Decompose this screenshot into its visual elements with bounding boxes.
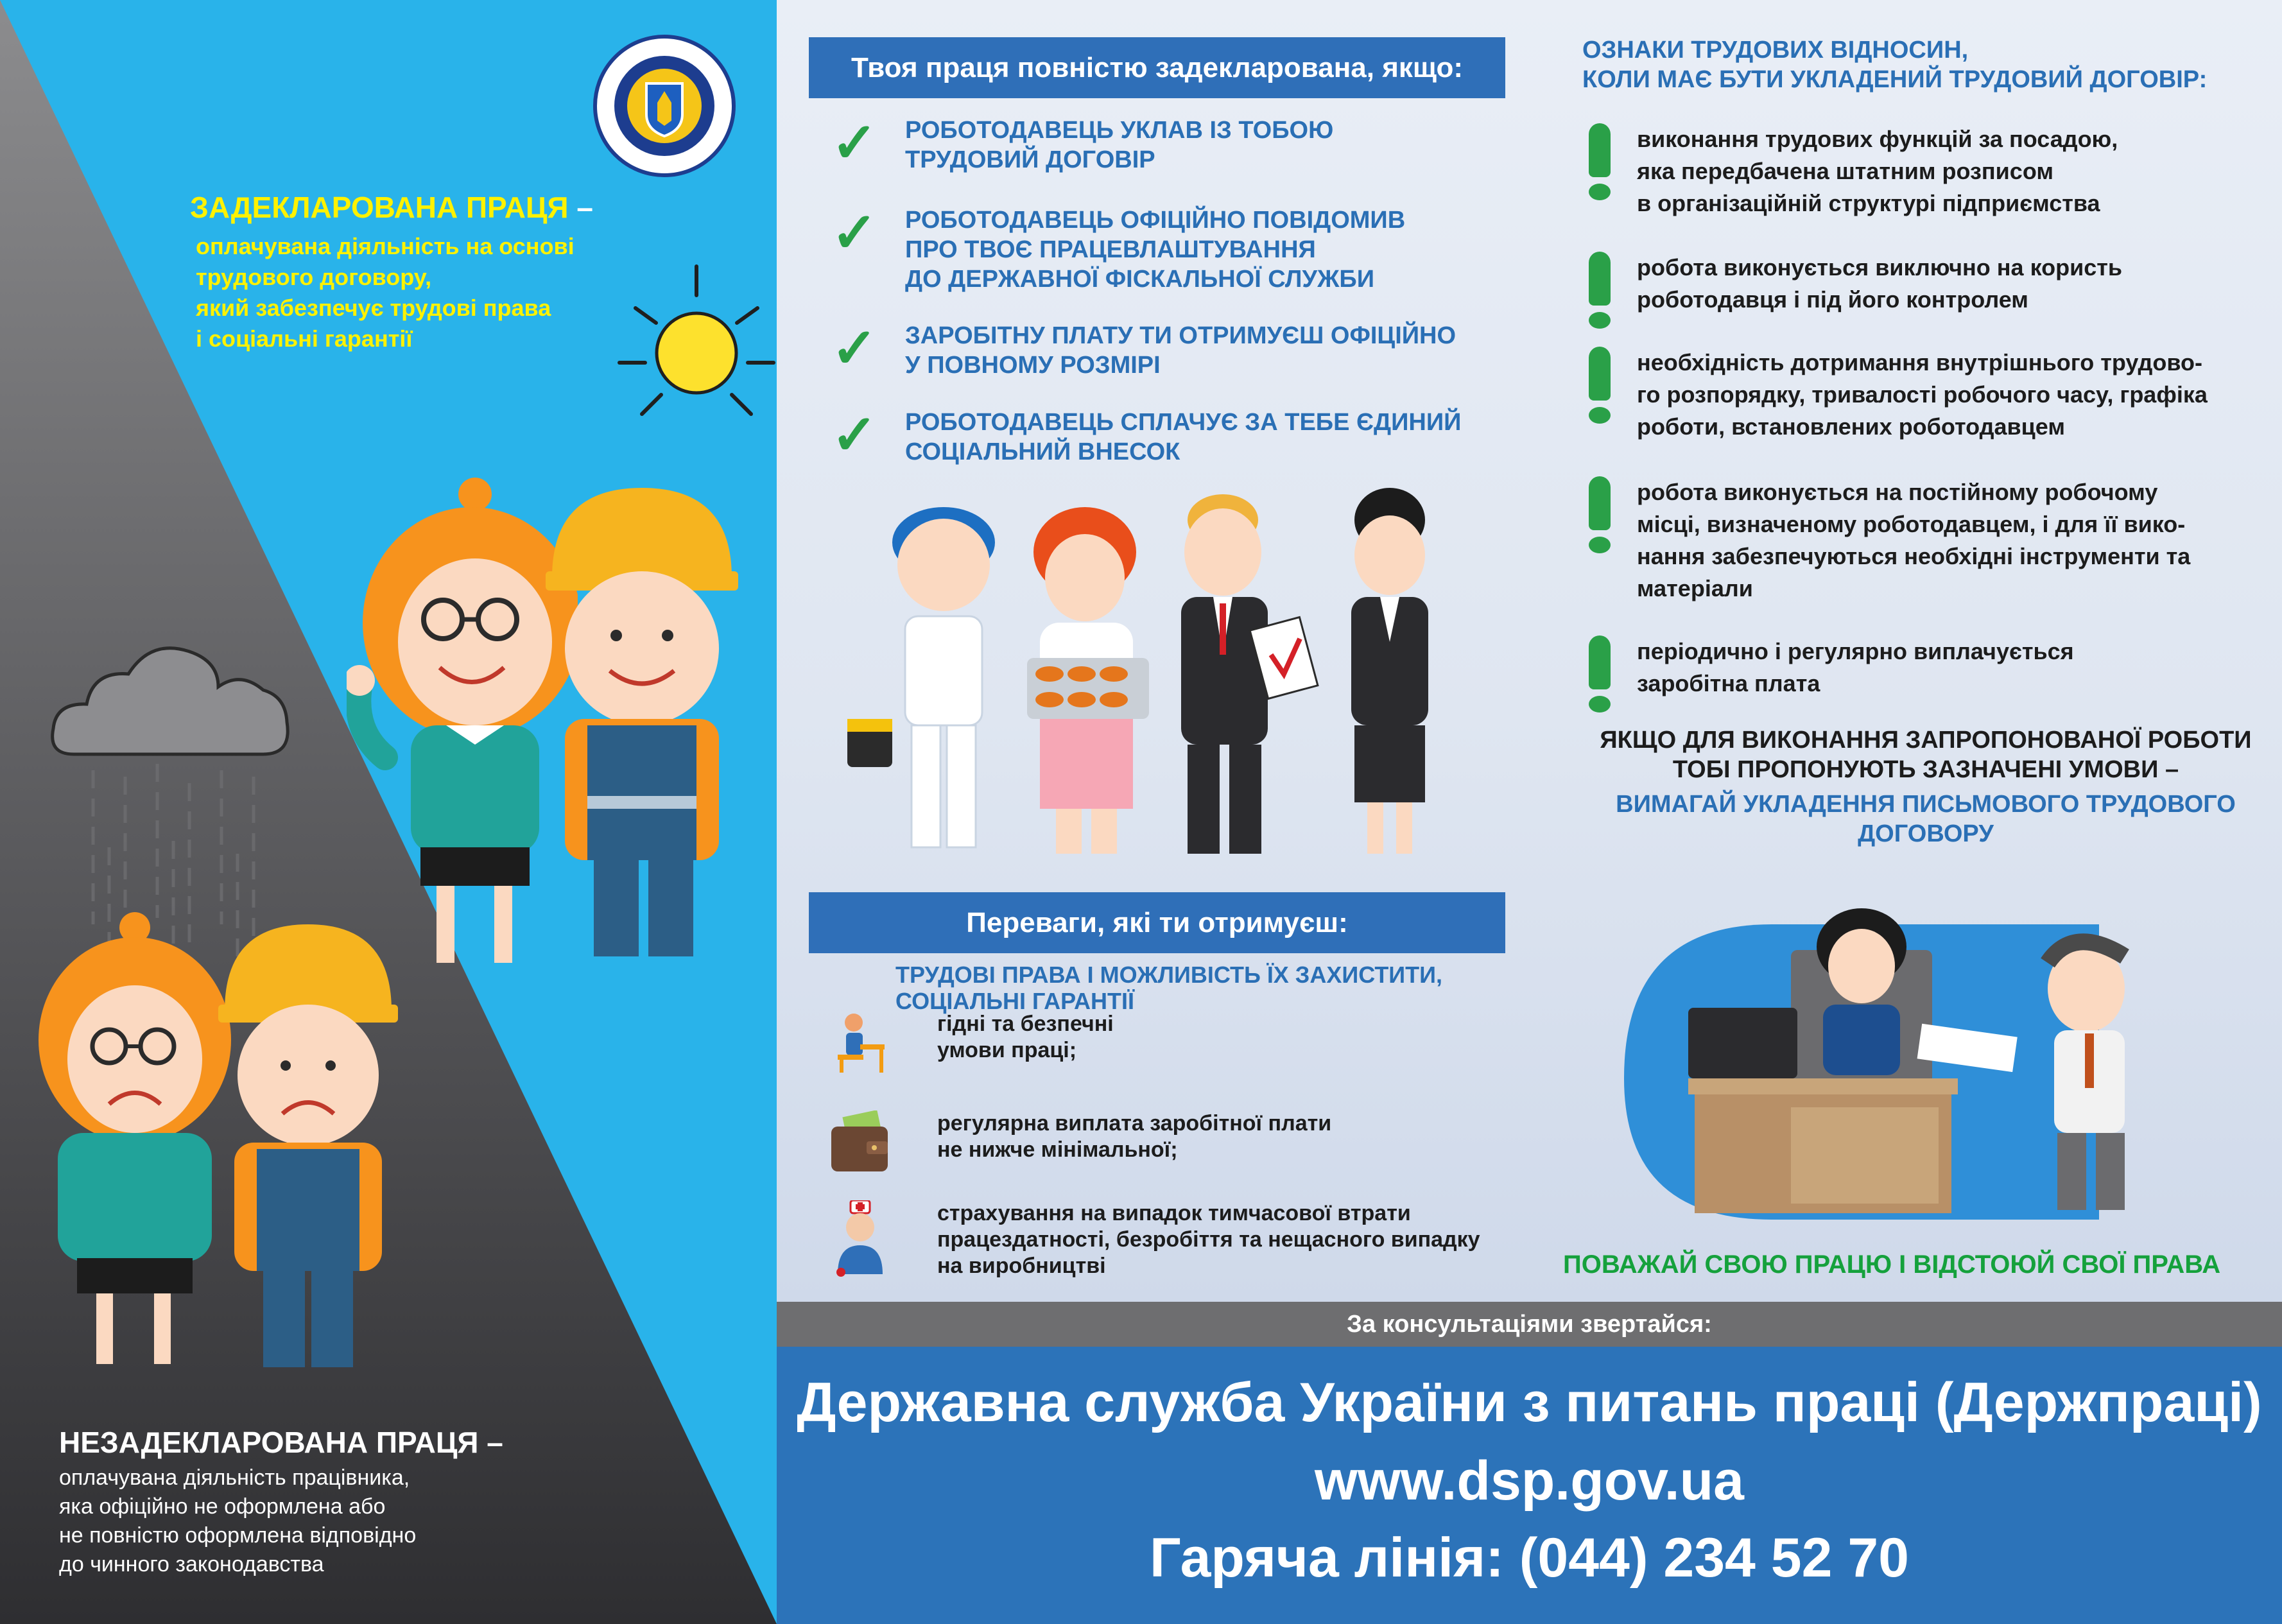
workers-group-illustration — [834, 481, 1489, 873]
exclamation-icon — [1589, 252, 1612, 329]
sad-woman-illustration — [39, 911, 231, 1374]
benefits-subtitle: ТРУДОВІ ПРАВА І МОЖЛИВІСТЬ ЇХ ЗАХИСТИТИ, СОЦІАЛЬНІ ГАРАНТІЇ — [895, 962, 1443, 1014]
exclamation-icon — [1589, 476, 1612, 553]
benefits-header: Переваги, які ти отримуєш: — [809, 892, 1505, 953]
hotline[interactable]: Гаряча лінія: (044) 234 52 70 — [1149, 1527, 1909, 1589]
slogan: ПОВАЖАЙ СВОЮ ПРАЦЮ І ВІДСТОЮЙ СВОЇ ПРАВА — [1563, 1250, 2221, 1279]
website-link[interactable]: www.dsp.gov.ua — [1315, 1450, 1744, 1512]
exclamation-icon — [1589, 347, 1612, 424]
sign-item: періодично і регулярно виплачується заробітна плата — [1589, 635, 2269, 706]
condition-item: ✓ РОБОТОДАВЕЦЬ УКЛАВ ІЗ ТОБОЮ ТРУДОВИЙ ДОГОВІР — [831, 112, 1334, 174]
logo-emblem — [591, 32, 738, 180]
exclamation-icon — [1589, 123, 1612, 200]
sign-item: робота виконується на постійному робочому місці, визначеному роботодавцем, і для її вико- нання забезпечуються необхідні інструменти та матеріали — [1589, 476, 2269, 605]
declared-dash: – — [576, 191, 593, 224]
exclamation-icon — [1589, 635, 1612, 713]
signs-title: ОЗНАКИ ТРУДОВИХ ВІДНОСИН, КОЛИ МАЄ БУТИ УКЛАДЕНИЙ ТРУДОВИЙ ДОГОВІР: — [1582, 37, 2208, 93]
condition-item: ✓ ЗАРОБІТНУ ПЛАТУ ТИ ОТРИМУЄШ ОФІЦІЙНО У ПОВНОМУ РОЗМІРІ — [831, 318, 1457, 379]
check-icon: ✓ — [831, 202, 878, 264]
offer-text: ЯКЩО ДЛЯ ВИКОНАННЯ ЗАПРОПОНОВАНОЇ РОБОТИ ТОБІ ПРОПОНУЮТЬ ЗАЗНАЧЕНІ УМОВИ – — [1600, 727, 2252, 783]
check-icon: ✓ — [831, 404, 878, 466]
condition-item: ✓ РОБОТОДАВЕЦЬ ОФІЦІЙНО ПОВІДОМИВ ПРО ТВОЄ ПРАЦЕВЛАШТУВАННЯ ДО ДЕРЖАВНОЇ ФІСКАЛЬНОЇ СЛУЖБИ — [831, 202, 1406, 293]
happy-builder-illustration — [539, 475, 745, 963]
consult-band: За консультаціями звертайся: — [777, 1302, 2282, 1347]
undeclared-title: НЕЗАДЕКЛАРОВАНА ПРАЦЯ — [59, 1426, 479, 1459]
check-icon: ✓ — [831, 112, 878, 174]
left-panel — [0, 0, 777, 1624]
declared-header: Твоя праця повністю задекларована, якщо: — [809, 37, 1505, 98]
declared-description: оплачувана діяльність на основі трудового договору, який забезпечує трудові права і соціальні гарантії — [196, 233, 575, 352]
sign-item: необхідність дотримання внутрішнього трудово- го розпорядку, тривалості робочого часу, графіка роботи, встановлених роботодавцем — [1589, 347, 2269, 443]
rain-cloud-icon — [48, 626, 305, 767]
sign-item: робота виконується виключно на користь роботодавця і під його контролем — [1589, 252, 2269, 322]
office-illustration — [1624, 886, 2189, 1220]
contact-band — [777, 1347, 2282, 1624]
check-icon: ✓ — [831, 318, 878, 379]
sad-builder-illustration — [215, 915, 401, 1377]
condition-item: ✓ РОБОТОДАВЕЦЬ СПЛАЧУЄ ЗА ТЕБЕ ЄДИНИЙ СОЦІАЛЬНИЙ ВНЕСОК — [831, 404, 1462, 466]
worker-desk-icon — [828, 1011, 886, 1075]
undeclared-description: оплачувана діяльність працівника, яка офіційно не оформлена або не повністю оформлена відповідно до чинного законодавства — [59, 1465, 417, 1576]
undeclared-dash: – — [487, 1426, 503, 1459]
organization-name: Державна служба України з питань праці (Держпраці) — [797, 1372, 2262, 1433]
wallet-icon — [828, 1110, 892, 1175]
sun-icon — [616, 260, 777, 420]
nurse-icon — [828, 1200, 892, 1277]
demand-text: ВИМАГАЙ УКЛАДЕННЯ ПИСЬМОВОГО ТРУДОВОГО ДОГОВОРУ — [1616, 791, 2236, 847]
sign-item: виконання трудових функцій за посадою, яка передбачена штатним розписом в організаційній структурі підприємства — [1589, 123, 2269, 220]
declared-title: ЗАДЕКЛАРОВАНА ПРАЦЯ — [190, 191, 569, 224]
